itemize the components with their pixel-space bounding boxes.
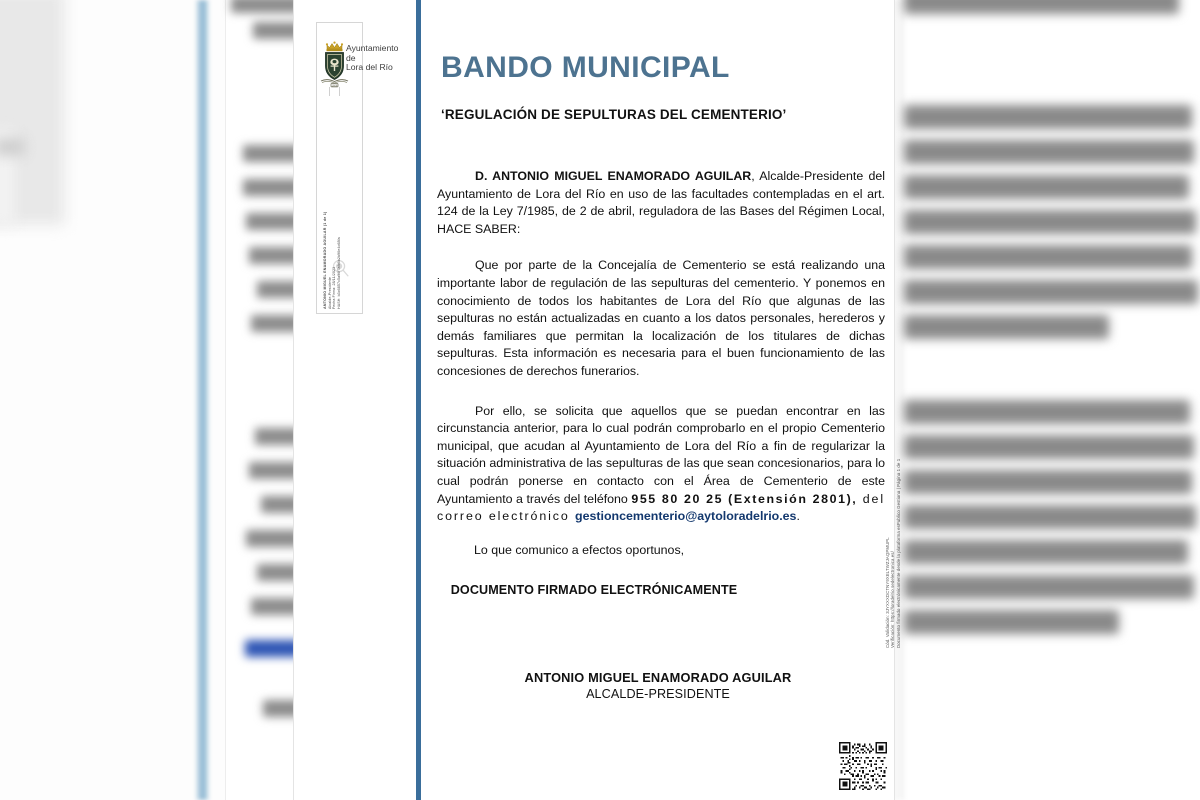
page-subtitle: ‘REGULACIÓN DE SEPULTURAS DEL CEMENTERIO’ xyxy=(441,107,787,122)
contact-email[interactable]: gestioncementerio@aytoloradelrio.es xyxy=(575,509,797,524)
document-body xyxy=(437,168,885,545)
paragraph-1 xyxy=(437,168,885,238)
paragraph-2: Que por parte de la Concejalía de Cementerio se está realizando una importante labor de regulación de las sepulturas del cementerio. Y ponemos en conocimiento de todos los habitantes de Lora del Río que algunas de las sepulturas no están actualizadas en cuanto a los datos personales, herederos y demás familiares que permitan la localización de los titulares de dichas sepulturas. Esta información es necesaria para el buen funcionamiento de las concesiones de derechos funerarios. xyxy=(437,258,885,378)
org-name-line2: de xyxy=(346,52,356,63)
validation-text xyxy=(885,318,909,648)
organization-name xyxy=(346,44,398,73)
seal-icon xyxy=(329,257,351,279)
signed-electronically-notice: DOCUMENTO FIRMADO ELECTRÓNICAMENTE xyxy=(450,583,738,597)
qr-code-icon xyxy=(839,742,887,790)
closing-line: Lo que comunico a efectos oportunos, xyxy=(474,543,685,557)
contact-phone: 955 80 20 25 (Extensión 2801), xyxy=(631,491,858,506)
blur-shape xyxy=(0,138,25,156)
stamp-sign-date: Fecha Firma: 28/11/2023 xyxy=(332,266,337,309)
page-title: BANDO MUNICIPAL xyxy=(441,51,730,84)
stamp-signer-role: Alcalde-Presidente xyxy=(327,277,332,309)
blur-page-edge xyxy=(225,0,301,800)
paragraph-3-end: . xyxy=(796,509,800,524)
paragraph-1-rest: , Alcalde-Presidente del Ayuntamiento de Lora del Río en uso de las facultades contempladas en el art. 124 de la Ley 7/1985, de 2 de abril, reguladora de las Bases del Régimen Local, HACE SABER: xyxy=(437,169,885,236)
org-name-line3: Lora del Río xyxy=(346,62,393,73)
blur-accent-bar xyxy=(196,0,209,800)
stamp-hash: HASH: b3c6857c5a96f7afc6b2b90e4c68fa xyxy=(336,237,341,309)
background-left-blurred xyxy=(0,0,300,800)
qr-label xyxy=(883,735,884,740)
stamp-signer-name: ANTONIO MIGUEL ENAMORADO AGUILAR (1 de 1) xyxy=(323,211,327,309)
document-page xyxy=(293,0,901,800)
validation-url: Verificación: https://loradelrio.sedelectronica.es/ xyxy=(890,551,896,648)
svg-text:1808: 1808 xyxy=(331,84,338,88)
paragraph-3-b: del correo electrónico xyxy=(437,491,885,524)
paragraph-3 xyxy=(437,403,885,526)
mayor-name-inline: D. ANTONIO MIGUEL ENAMORADO AGUILAR xyxy=(475,169,752,183)
validation-platform: Documento firmado electrónicamente desde la plataforma esPublico Gestiona | Página 1 de 1 xyxy=(895,458,901,648)
paragraph-3-a: Por ello, se solicita que aquellos que se puedan encontrar en las circunstancia anterior, para lo cual podrán comprobarlo en el propio Cementerio municipal, que acudan al Ayuntamiento de Lora del Río a fin de regularizar la situación administrativa de las sepulturas de las que sean concesionarios, para lo cual podrán ponerse en contacto con el Área de Cementerio de este Ayuntamiento a través del teléfono xyxy=(437,403,885,506)
org-name-line1: Ayuntamiento xyxy=(346,43,399,53)
validation-code: Cód. Validación: 3JYXXXDCTNY9XELTWZJAQPMUPL xyxy=(885,537,890,648)
vertical-rule-divider xyxy=(416,0,421,800)
signature-name: ANTONIO MIGUEL ENAMORADO AGUILAR xyxy=(524,670,792,685)
background-right-blurred xyxy=(892,0,1200,800)
signature-role: ALCALDE-PRESIDENTE xyxy=(586,687,730,701)
